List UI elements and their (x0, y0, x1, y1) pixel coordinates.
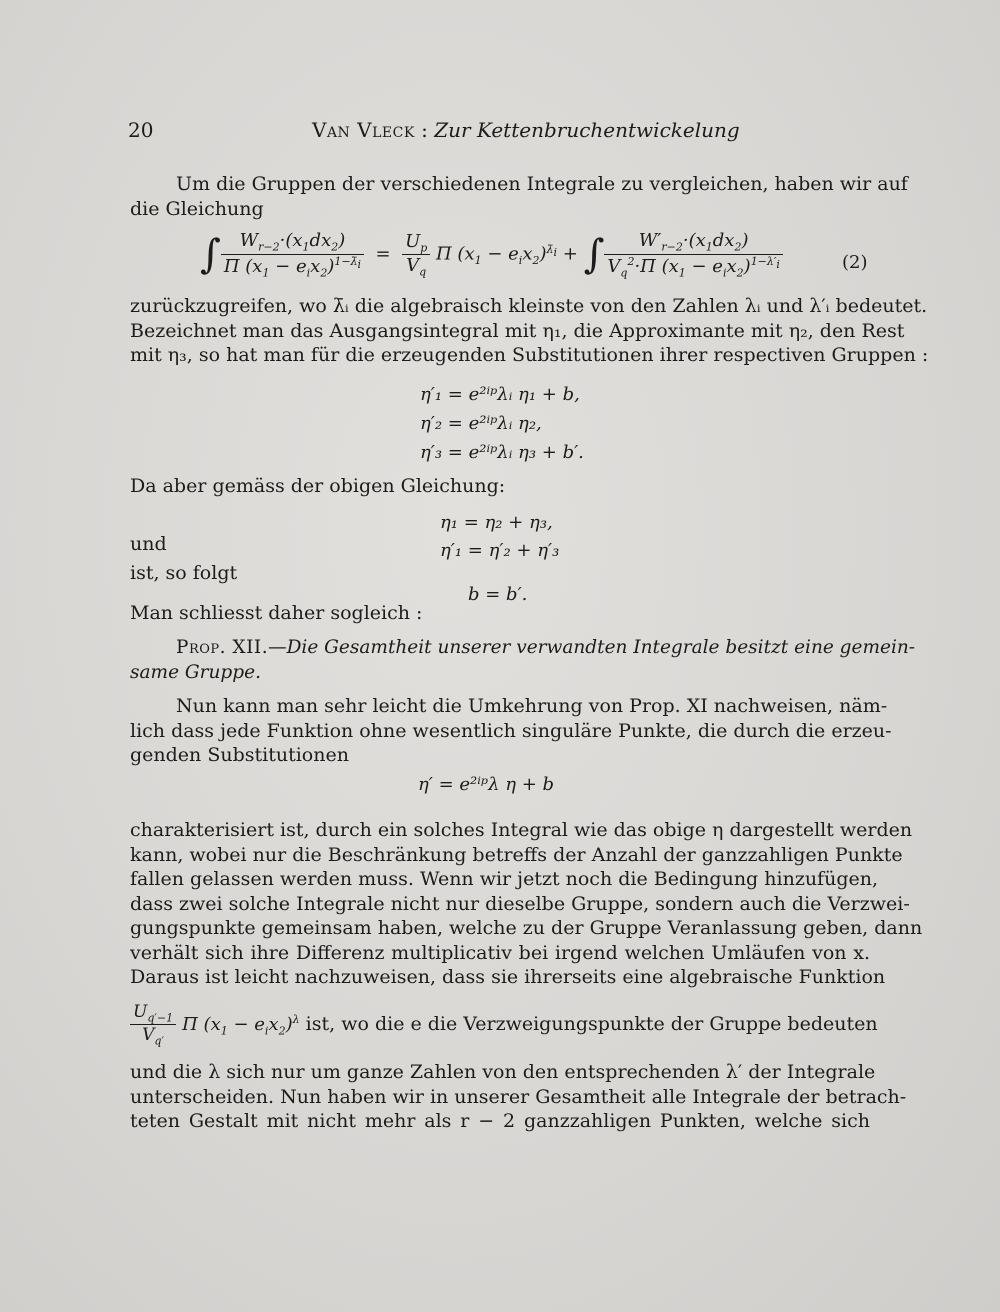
after-equation-paragraph (130, 294, 929, 368)
text-line: lich dass jede Funktion ohne wesentlich singuläre Punkte, die durch die erzeu- (130, 719, 892, 742)
algebraic-function-line: $\frac{U_{q'-1}}{V_{q'}}$ Π $(x_1 - e_ix_2)^\lambda$ ist, wo die e die Verzweigungspunkte der Gruppe bedeuten (130, 1002, 870, 1050)
fraction: $\frac{W_{r-2}\cdot(x_1dx_2)}{\Pi (x_1 - e_ix_2)^{1-\lambdā_i}}$ (221, 230, 364, 279)
text-line (130, 636, 916, 661)
da-aber-line (130, 474, 870, 499)
text-line: die Gleichung (130, 197, 264, 220)
text-line: Da aber gemäss der obigen Gleichung: (130, 475, 506, 497)
substitution-2: η′₂ = e²ⁱᵖλᵢ η₂, (420, 413, 542, 434)
text-line: kann, wobei nur die Beschränkung betreffs der Anzahl der ganzzahligen Punkte (130, 843, 903, 866)
text-line: dass zwei solche Integrale nicht nur dieselbe Gruppe, sondern auch die Verzwei- (130, 892, 910, 915)
integral-sign: ∫ (583, 231, 605, 278)
man-schliesst-line (130, 601, 870, 626)
eta-substitution: η′ = e²ⁱᵖλ η + b (418, 774, 555, 795)
substitution-1: η′₁ = e²ⁱᵖλᵢ η₁ + b, (420, 384, 580, 405)
text-line: Um die Gruppen der verschiedenen Integrale zu vergleichen, haben wir auf (176, 173, 908, 195)
text-line: teten Gestalt mit nicht mehr als r − 2 ganzzahligen Punkten, welche sich (130, 1110, 870, 1132)
text-line: Nun kann man sehr leicht die Umkehrung von Prop. XI nachweisen, näm- (176, 695, 888, 717)
text-line: ist, wo die e die Verzweigungspunkte der Gruppe bedeuten (305, 1012, 878, 1035)
text-line: charakterisiert ist, durch ein solches Integral wie das obige η dargestellt werden (130, 819, 913, 841)
integral-sign: ∫ (200, 231, 221, 278)
final-paragraph (130, 1060, 907, 1134)
text-line: unterscheiden. Nun haben wir in unserer Gesamtheit alle Integrale der betrach- (130, 1085, 907, 1108)
text-line: genden Substitutionen (130, 744, 349, 766)
prop-text: Die Gesamtheit unserer verwandten Integrale besitzt eine gemein- (286, 637, 916, 658)
b-equals-b-prime: b = b′. (468, 584, 528, 605)
prop-dash: — (268, 637, 287, 658)
text-line: und die λ sich nur um ganze Zahlen von den entsprechenden λ′ der Integrale (130, 1061, 876, 1083)
nun-paragraph (130, 694, 892, 768)
running-title (312, 118, 740, 142)
header-author: Van Vleck (312, 118, 415, 142)
relation-2: η′₁ = η′₂ + η′₃ (440, 540, 560, 561)
text-line: Daraus ist leicht nachzuweisen, dass sie ihrerseits eine algebraische Funktion (130, 966, 886, 988)
text-line: fallen gelassen werden muss. Wenn wir jetzt noch die Bedingung hinzufügen, (130, 868, 879, 890)
charakterisiert-paragraph (130, 818, 923, 990)
text-line: Man schliesst daher sogleich : (130, 602, 423, 624)
text-line: und (130, 533, 167, 555)
running-header (128, 118, 872, 148)
prop-label: Prop. XII. (176, 637, 269, 658)
relation-1: η₁ = η₂ + η₃, (440, 512, 553, 533)
header-title: Zur Kettenbruchentwickelung (434, 118, 740, 142)
header-separator: : (414, 118, 435, 142)
text-line: ist, so folgt (130, 562, 238, 584)
text-line (130, 661, 870, 686)
fraction: $\frac{W'_{r-2}\cdot(x_1dx_2)}{V_q^2\cdot\Pi (x_1 - e_ix_2)^{1-\lambda'_i}}$ (604, 230, 783, 279)
text-line: gungspunkte gemeinsam haben, welche zu der Gruppe Veranlassung geben, dann (130, 917, 923, 939)
equation-2: ∫ $\frac{W_{r-2}\cdot(x_1dx_2)}{\Pi (x_1 - e_ix_2)^{1-\lambdā_i}}$ = $\frac{U_p}{V_q}$ Π $(x_1 - e_ix_2)^{\lambdā_i}$ + ∫ $\frac{W'_{r-2}\cdot(x_1dx_2)}{V_q^2\cdot\Pi (x_1 - e_ix_2)^{1-\lambda'_i}}$ (200, 230, 783, 279)
text-line: Bezeichnet man das Ausgangsintegral mit η₁, die Approximante mit η₂, den Rest (130, 319, 905, 342)
proposition-xii (130, 636, 916, 685)
intro-paragraph (130, 172, 908, 221)
equation-number: (2) (842, 252, 868, 273)
text-line: mit η₃, so hat man für die erzeugenden Substitutionen ihrer respectiven Gruppen : (130, 344, 929, 366)
prop-text: same Gruppe. (130, 661, 261, 683)
substitution-3: η′₃ = e²ⁱᵖλᵢ η₃ + b′. (420, 442, 584, 463)
fraction: $\frac{U_p}{V_q}$ (402, 231, 430, 279)
page-number: 20 (128, 118, 154, 142)
fraction: $\frac{U_{q'-1}}{V_{q'}}$ (130, 1002, 176, 1048)
ist-so-folgt-line (130, 561, 870, 586)
text-line: verhält sich ihre Differenz multiplicativ bei irgend welchen Umläufen von x. (130, 941, 870, 964)
text-line: zurückzugreifen, wo λ̄ᵢ die algebraisch kleinste von den Zahlen λᵢ und λ′ᵢ bedeutet. (130, 295, 928, 317)
